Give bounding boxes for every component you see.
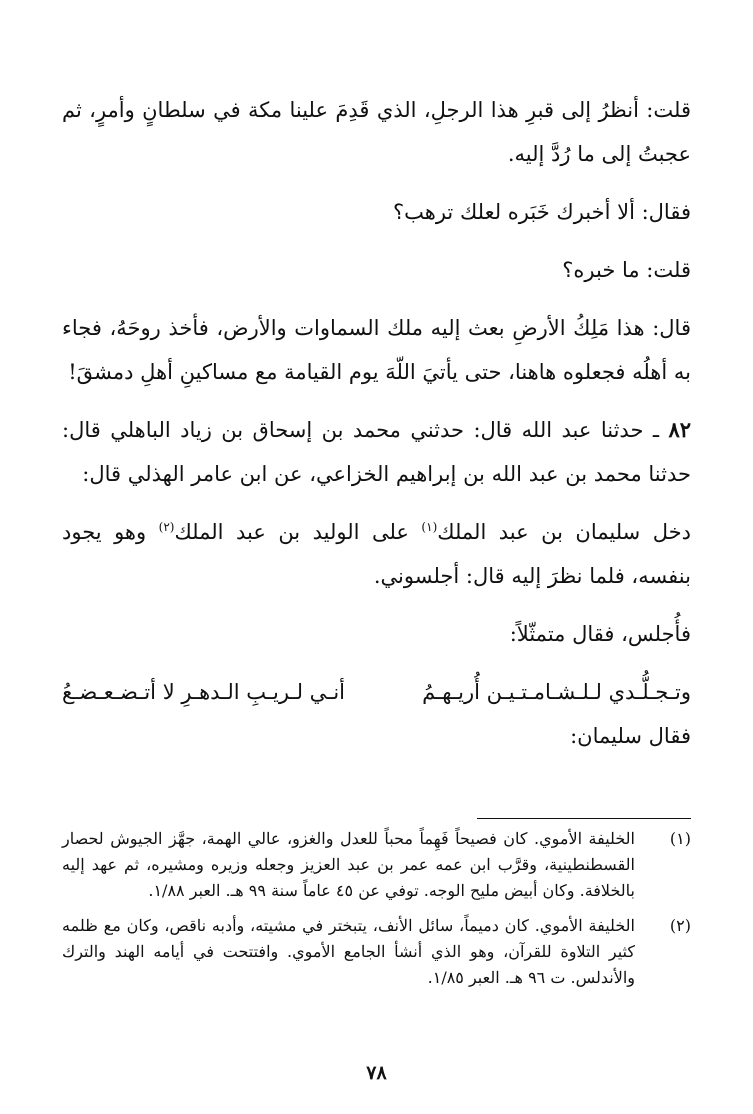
poem-second-hemistich: أنـي لـريـبِ الـدهـرِ لا أتـضـعـضـعُ [62,680,346,704]
narrative-part-3: وهو يجود بنفسه، فلما نظرَ إليه قال: أجلسوني. [62,520,691,588]
footnote-ref-2[interactable]: (٢) [158,520,175,534]
hadith-isnad: ـ حدثنا عبد الله قال: حدثني محمد بن إسحاق بن زياد الباهلي قال: حدثنا محمد بن عبد الله بن إبراهيم الخزاعي، عن ابن عامر الهذلي قال: [62,418,691,486]
paragraph-qultu-ma-khabaruhu: قلت: ما خبره؟ [562,258,691,282]
footnotes [62,826,691,1000]
footnote-number: (١) [669,829,691,848]
poem-verse [62,670,691,714]
paragraph-fa-qala-ala-ukhbiruka: فقال: ألا أخبرك خَبَره لعلك ترهب؟ [393,200,691,224]
footnote-ref-1[interactable]: (١) [421,520,438,534]
paragraph-qultu-anzuru: قلت: أنظرُ إلى قبرِ هذا الرجلِ، الذي قَدِمَ علينا مكة في سلطانٍ وأمرٍ، ثم عجبتُ إلى ما رُدَّ إليه. [62,98,691,166]
narrative-part-1: دخل سليمان بن عبد الملك [437,520,691,544]
main-text [62,88,691,758]
page-number: ٧٨ [366,1062,387,1084]
paragraph-qala-hadha-maliku: قال: هذا مَلِكُ الأرضِ بعث إليه ملك السماوات والأرض، فأخذ روحَهُ، فجاء به أهلُه فجعلوه هاهنا، حتى يأتيَ اللّهَ يوم القيامة مع مساكينِ أهلِ دمشقَ! [62,316,691,384]
footnote-text: الخليفة الأموي. كان دميماً، سائل الأنف، يتبختر في مشيته، وأدبه ناقص، وكان مع ظلمه كثير التلاوة للقرآن، وهو الذي أنشأ الجامع الأموي. وافتتحت في أيامه الهند والترك والأندلس. ت ٩٦ هـ. العبر ١/٨٥. [62,916,635,987]
narrative-part-2: على الوليد بن عبد الملك [174,520,422,544]
footnote-separator [477,818,691,819]
footnote-text: الخليفة الأموي. كان فصيحاً فَهِماً محباً للعدل والغزو، عالي الهمة، جهَّز الجيوش لحصار القسطنطينية، وقرَّب ابن عمه عمر بن عبد العزيز وجعله وزيره ومشيره، ثم عهد إليه بالخلافة. وكان أبيض مليح الوجه. توفي عن ٤٥ عاماً سنة ٩٩ هـ. العبر ١/٨٨. [62,829,635,900]
paragraph-fa-ujlisa: فأُجلس، فقال متمثّلاً: [509,622,691,646]
hadith-paragraph [62,408,691,496]
narrative-paragraph [62,510,691,598]
footnote-number: (٢) [669,916,691,935]
poem-first-hemistich: وتـجـلُّـدي لـلـشـامـتـيـن أُريـهـمُ [422,680,691,704]
paragraph-fa-qala-sulayman: فقال سليمان: [570,724,691,748]
footnote-1 [62,826,691,904]
footnote-2 [62,913,691,991]
hadith-number: ٨٢ [668,417,691,442]
